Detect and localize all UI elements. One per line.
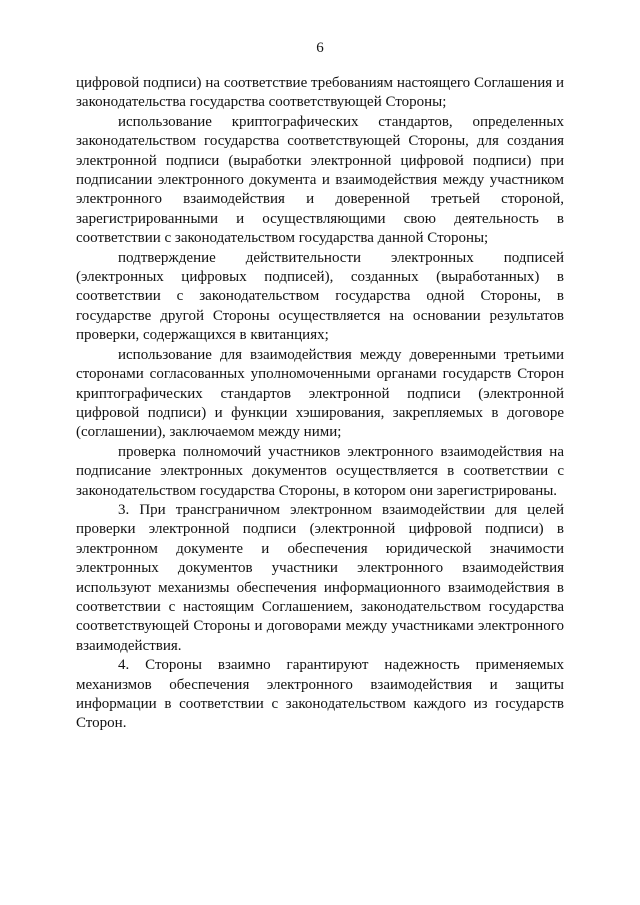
paragraph-clause-3: 3. При трансграничном электронном взаимодействии для целей проверки электронной подписи (электронной цифровой подписи) в электронном документе и обеспечения юридической значимости электронных документов участники электронного взаимодействия используют механизмы обеспечения информационного взаимодействия в соответствии с настоящим Соглашением, законодательством государства соответствующей Стороны и договорами между участниками электронного взаимодействия. [76, 501, 564, 654]
paragraph-signature-confirmation: подтверждение действительности электронных подписей (электронных цифровых подписей), созданных (выработанных) в соответствии с законодательством государства одной Стороны, в государстве другой Стороны осуществляется на основании результатов проверки, содержащихся в квитанциях; [76, 249, 564, 344]
paragraph-trusted-third-parties: использование для взаимодействия между доверенными третьими сторонами согласованных уполномоченными органами государств Сторон криптографических стандартов электронной подписи (электронной цифровой подписи) и функции хэширования, закрепляемых в договоре (соглашении), заключаемом между ними; [76, 346, 564, 441]
paragraph-cryptographic-standards: использование криптографических стандартов, определенных законодательством государства соответствующей Стороны, для создания электронной подписи (выработки электронной цифровой подписи) при подписании электронного документа и взаимодействия между участником электронного взаимодействия и доверенной третьей стороной, зарегистрированными и осуществляющими свою деятельность в соответствии с законодательством государства данной Стороны; [76, 113, 564, 247]
paragraph-clause-4: 4. Стороны взаимно гарантируют надежность применяемых механизмов обеспечения электронного взаимодействия и защиты информации в соответствии с законодательством каждого из государств Сторон. [76, 657, 564, 732]
paragraph-continuation: цифровой подписи) на соответствие требованиям настоящего Соглашения и законодательства государства соответствующей Стороны; [76, 75, 564, 111]
paragraph-authority-verification: проверка полномочий участников электронного взаимодействия на подписание электронных документов осуществляется в соответствии с законодательством государства Стороны, в котором они зарегистрированы. [76, 443, 564, 499]
document-body [76, 74, 564, 734]
page-number: 6 [316, 40, 324, 56]
